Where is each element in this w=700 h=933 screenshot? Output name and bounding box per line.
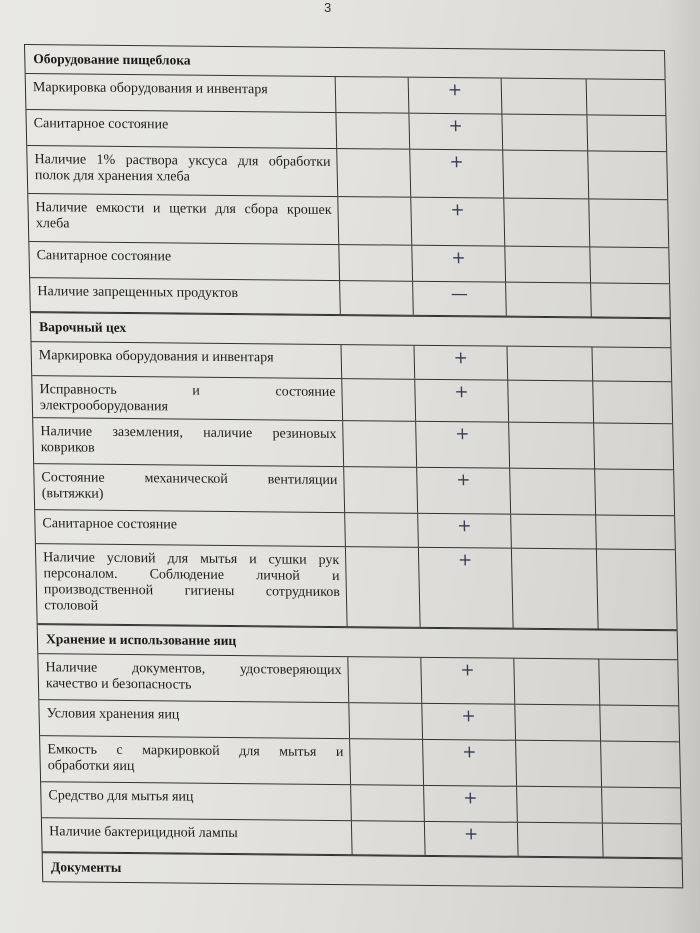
empty-cell: [341, 345, 415, 379]
criterion-text-line: Средство для мытья яиц: [48, 788, 194, 805]
empty-cell: [336, 113, 410, 149]
criterion-text-line: Наличие запрещенных продуктов: [37, 284, 239, 302]
table-row: [41, 782, 682, 824]
criterion-text-line: Санитарное состояние: [36, 248, 172, 265]
criterion-cell: [35, 510, 346, 546]
criterion-text-line: Условия хранения яиц: [46, 706, 180, 723]
section-header: [43, 852, 684, 888]
criterion-cell: [36, 544, 348, 626]
empty-cell: [502, 79, 588, 115]
empty-cell: [516, 741, 602, 787]
handwritten-mark: +: [414, 346, 508, 380]
empty-cell: [510, 469, 596, 515]
table-row: [32, 376, 673, 424]
handwritten-mark: +: [417, 468, 511, 514]
page-number: 3: [324, 0, 332, 15]
criterion-text-line: (вытяжки): [41, 486, 104, 502]
handwritten-mark: +: [425, 822, 519, 856]
empty-cell: [588, 151, 668, 199]
table-row: [34, 464, 675, 516]
empty-cell: [344, 467, 418, 513]
handwritten-mark: +: [412, 246, 506, 282]
criterion-text-line: Санитарное состояние: [33, 116, 169, 133]
empty-cell: [587, 115, 667, 151]
criterion-cell: [26, 74, 337, 112]
empty-cell: [504, 199, 590, 247]
criterion-cell: [27, 146, 338, 196]
empty-cell: [348, 657, 422, 703]
criterion-text-line: Наличие бактерицидной лампы: [49, 824, 238, 842]
handwritten-mark: +: [416, 422, 510, 468]
criterion-cell: [34, 464, 345, 512]
criterion-text-line: Наличие емкости и щетки для сбора крошек: [35, 200, 332, 218]
criterion-cell: [30, 278, 341, 314]
criterion-text-line: Маркировка оборудования и инвентаря: [38, 348, 274, 366]
criterion-text-line: Наличие заземления, наличие резиновых: [40, 424, 337, 443]
criterion-text-line: Наличие 1% раствора уксуса для обработки: [34, 152, 331, 170]
handwritten-mark: —: [413, 282, 507, 316]
criterion-cell: [42, 818, 353, 854]
criterion-text-line: столовой: [44, 598, 99, 614]
empty-cell: [594, 423, 674, 469]
empty-cell: [503, 151, 589, 199]
criterion-cell: [40, 736, 351, 784]
empty-cell: [349, 703, 423, 739]
criterion-text-line: ковриков: [40, 440, 95, 456]
handwritten-mark: +: [418, 514, 512, 548]
criterion-text-line: Маркировка оборудования и инвентаря: [32, 80, 268, 98]
criterion-text-line: электрооборудования: [39, 398, 169, 415]
empty-cell: [352, 821, 426, 855]
table-row: [26, 110, 667, 152]
empty-cell: [511, 515, 597, 549]
table-row: [26, 74, 667, 116]
criterion-cell: [26, 110, 337, 148]
criterion-cell: [28, 194, 339, 244]
section-title: Документы: [43, 853, 684, 887]
empty-cell: [589, 199, 669, 247]
empty-cell: [591, 283, 671, 317]
criterion-text-line: Исправность и состояние: [39, 382, 336, 401]
criterion-cell: [33, 418, 344, 466]
criterion-text-line: Состояние механической вентиляции: [41, 470, 338, 489]
empty-cell: [602, 788, 682, 824]
empty-cell: [600, 706, 680, 742]
empty-cell: [601, 742, 681, 788]
empty-cell: [590, 247, 670, 283]
empty-cell: [587, 79, 667, 115]
empty-cell: [515, 705, 601, 741]
table-row: [38, 654, 679, 706]
handwritten-mark: +: [421, 658, 515, 704]
section-title: Хранение и использование яиц: [38, 625, 679, 659]
table-row: [40, 736, 681, 788]
criterion-text-line: Наличие документов, удостоверяющих: [45, 660, 342, 679]
empty-cell: [340, 281, 414, 315]
empty-cell: [509, 423, 595, 469]
empty-cell: [337, 149, 411, 197]
empty-cell: [346, 547, 421, 627]
criterion-text-line: полок для хранения хлеба: [34, 168, 191, 185]
empty-cell: [514, 659, 600, 705]
empty-cell: [592, 347, 672, 381]
empty-cell: [339, 245, 413, 281]
handwritten-mark: +: [411, 198, 505, 246]
criterion-cell: [39, 700, 350, 738]
table-row: [33, 418, 674, 470]
handwritten-mark: +: [422, 704, 516, 740]
empty-cell: [502, 115, 588, 151]
empty-cell: [343, 421, 417, 467]
criterion-text-line: производственной гигиены сотрудников: [43, 582, 341, 601]
criterion-cell: [38, 654, 349, 702]
table-row: [27, 146, 668, 200]
table-row: [28, 194, 669, 248]
section-title: Оборудование пищеблока: [25, 45, 666, 79]
criterion-cell: [32, 376, 343, 420]
empty-cell: [518, 823, 604, 857]
empty-cell: [517, 787, 603, 823]
empty-cell: [603, 824, 683, 858]
criterion-cell: [32, 342, 343, 378]
criterion-cell: [41, 782, 352, 820]
criterion-text-line: Емкость с маркировкой для мытья и: [47, 742, 344, 761]
handwritten-mark: +: [423, 740, 517, 786]
empty-cell: [512, 549, 599, 629]
empty-cell: [350, 739, 424, 785]
empty-cell: [508, 381, 594, 423]
criterion-text-line: качество и безопасность: [45, 676, 192, 693]
handwritten-mark: +: [415, 380, 509, 422]
empty-cell: [336, 77, 410, 113]
empty-cell: [342, 379, 416, 421]
handwritten-mark: +: [410, 150, 504, 198]
handwritten-mark: +: [409, 114, 503, 150]
criterion-text-line: Наличие условий для мытья и сушки рук: [43, 550, 340, 569]
empty-cell: [351, 785, 425, 821]
table-row: [29, 242, 670, 284]
criterion-text-line: персоналом. Соблюдение личной и: [43, 566, 340, 585]
empty-cell: [597, 550, 678, 630]
empty-cell: [507, 347, 593, 381]
table-row: [39, 700, 680, 742]
empty-cell: [345, 513, 419, 547]
empty-cell: [506, 283, 592, 317]
empty-cell: [505, 247, 591, 283]
handwritten-mark: +: [419, 548, 514, 628]
empty-cell: [596, 516, 676, 550]
empty-cell: [595, 470, 675, 516]
section-title: Варочный цех: [31, 313, 672, 347]
handwritten-mark: +: [424, 786, 518, 822]
criterion-text-line: обработки яиц: [47, 758, 135, 775]
criterion-text-line: Санитарное состояние: [42, 516, 178, 533]
empty-cell: [593, 381, 673, 423]
criterion-text-line: хлеба: [35, 216, 70, 232]
checklist-table: [24, 44, 683, 888]
criterion-cell: [29, 242, 340, 280]
table-row: [36, 544, 678, 630]
empty-cell: [599, 660, 679, 706]
empty-cell: [338, 197, 412, 245]
handwritten-mark: +: [409, 78, 503, 114]
